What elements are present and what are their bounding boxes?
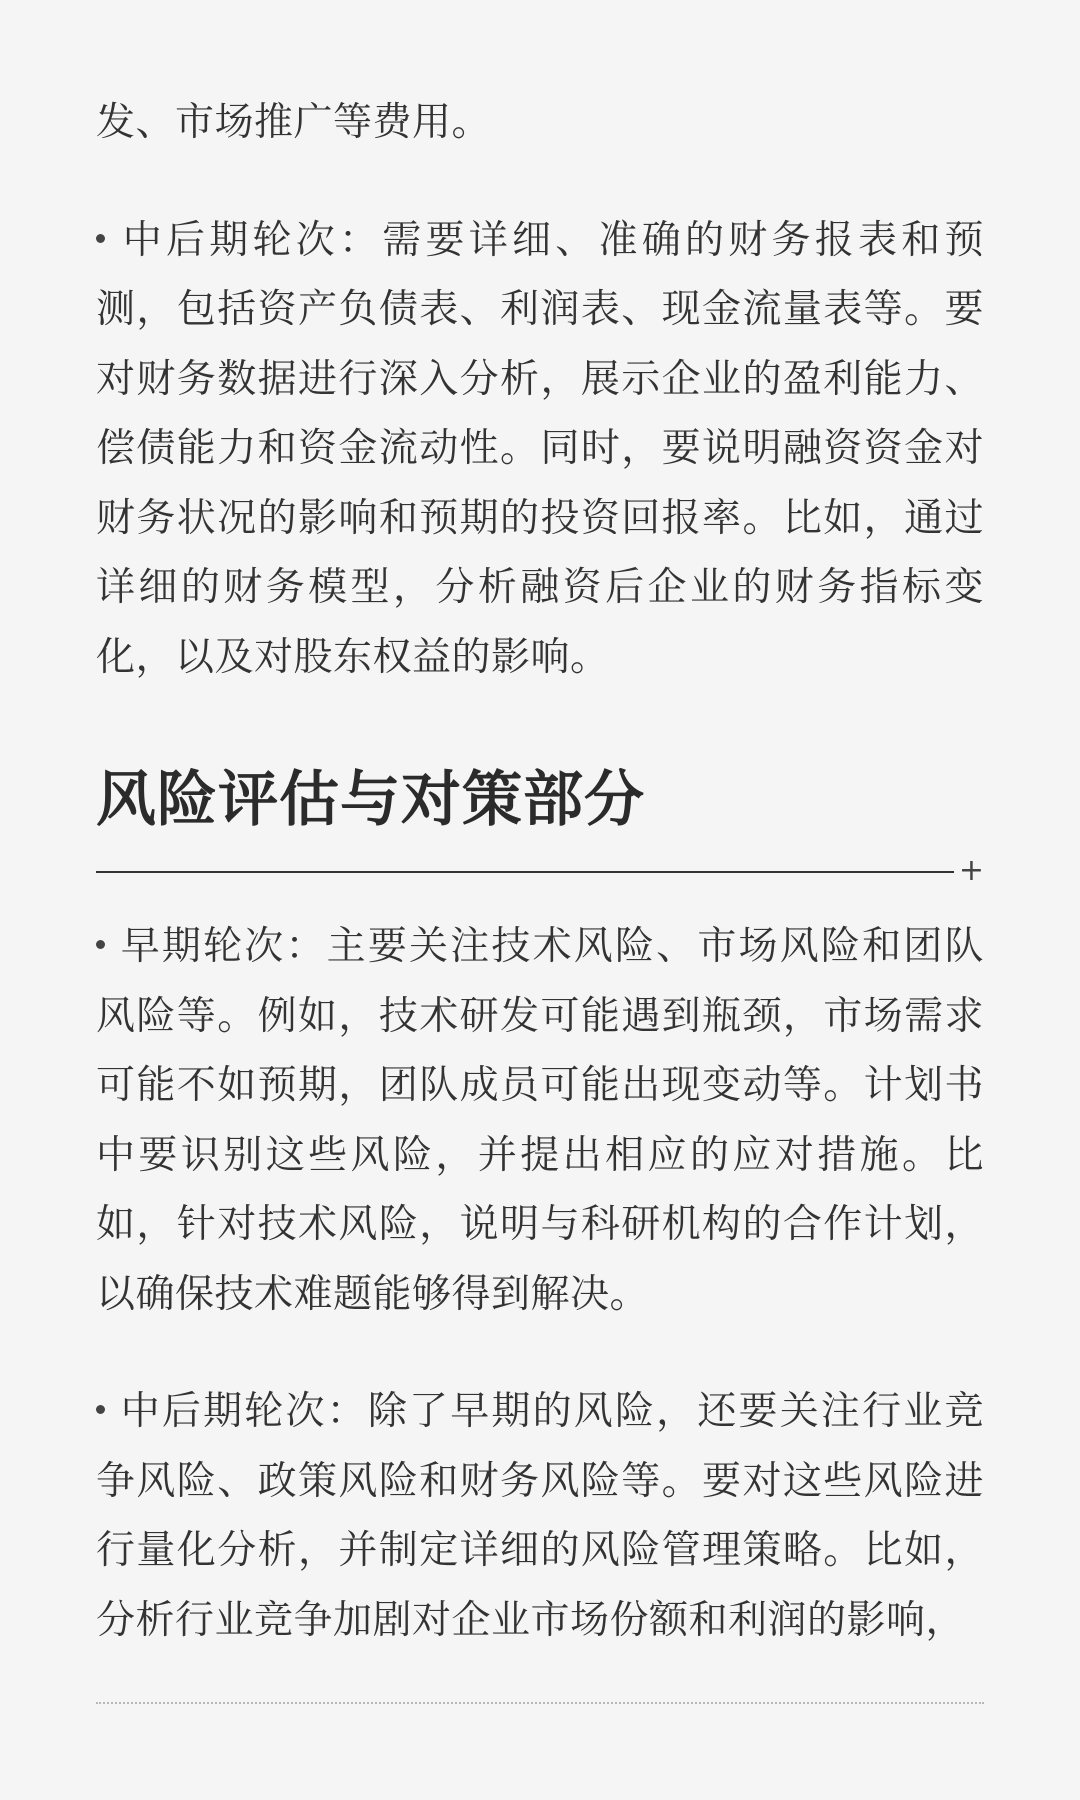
heading-divider (96, 853, 984, 888)
risk-section-heading: 风险评估与对策部分 (96, 765, 645, 835)
financial-later-round-label: 中后期轮次： (119, 217, 383, 263)
plus-icon: + (958, 853, 984, 888)
bullet-icon (96, 940, 105, 949)
risk-later-round-text: 除了早期的风险，还要关注行业竞争风险、政策风险和财务风险等。要对这些风险进行量化分析，并制定详细的风险管理策略。比如，分析行业竞争加剧对企业市场份额和利润的影响， (96, 1389, 984, 1643)
risk-early-round-text: 主要关注技术风险、市场风险和团队风险等。例如，技术研发可能遇到瓶颈，市场需求可能不如预期，团队成员可能出现变动等。计划书中要识别这些风险，并提出相应的应对措施。比如，针对技术风险，说明与科研机构的合作计划，以确保技术难题能够得到解决。 (96, 924, 984, 1317)
risk-early-round-paragraph (96, 912, 984, 1329)
bottom-dotted-divider (96, 1702, 984, 1704)
risk-early-round-label: 早期轮次： (119, 924, 327, 969)
divider-line (96, 871, 954, 873)
intro-continuation-paragraph: 发、市场推广等费用。 (96, 100, 492, 145)
financial-later-round-text: 需要详细、准确的财务报表和预测，包括资产负债表、利润表、现金流量表等。要对财务数据进行深入分析，展示企业的盈利能力、偿债能力和资金流动性。同时，要说明融资资金对财务状况的影响和预期的投资回报率。比如，通过详细的财务模型，分析融资后企业的财务指标变化，以及对股东权益的影响。 (96, 217, 984, 680)
risk-later-round-label: 中后期轮次： (119, 1389, 368, 1434)
bullet-icon (96, 234, 105, 243)
risk-later-round-paragraph (96, 1377, 984, 1655)
bullet-icon (96, 1405, 105, 1414)
financial-later-round-paragraph (96, 206, 984, 693)
